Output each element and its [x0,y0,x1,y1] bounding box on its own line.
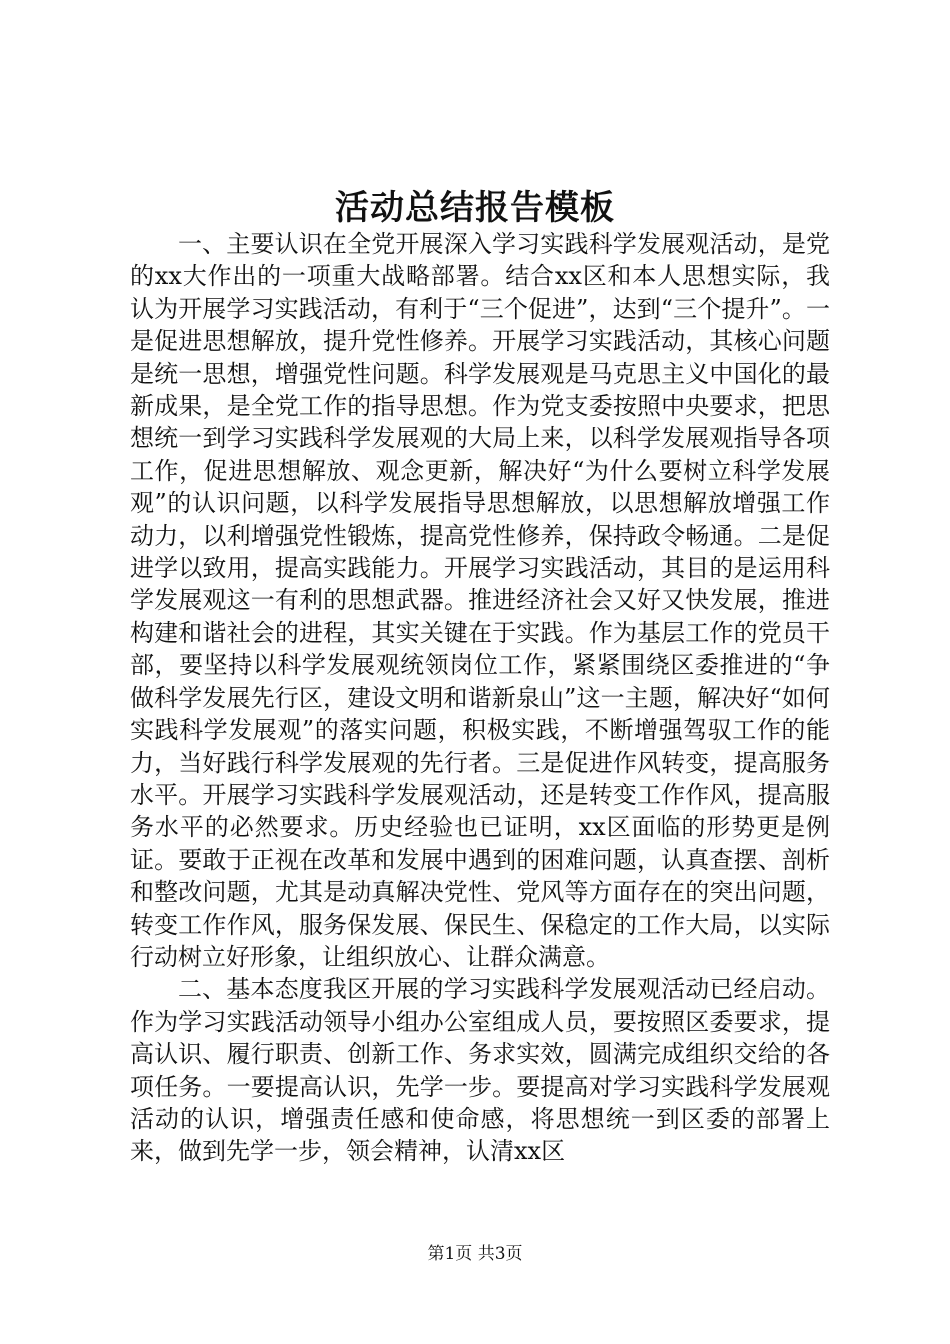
paragraph-1: 一、主要认识在全党开展深入学习实践科学发展观活动，是党的xx大作出的一项重大战略部署。结合xx区和本人思想实际，我认为开展学习实践活动，有利于“三个促进”，达到“三个提升”。一是促进思想解放，提升党性修养。开展学习实践活动，其核心问题是统一思想，增强党性问题。科学发展观是马克思主义中国化的最新成果，是全党工作的指导思想。作为党支委按照中央要求，把思想统一到学习实践科学发展观的大局上来，以科学发展观指导各项工作，促进思想解放、观念更新，解决好“为什么要树立科学发展观”的认识问题，以科学发展指导思想解放，以思想解放增强工作动力，以利增强党性锻炼，提高党性修养，保持政令畅通。二是促进学以致用，提高实践能力。开展学习实践活动，其目的是运用科学发展观这一有利的思想武器。推进经济社会又好又快发展，推进构建和谐社会的进程，其实关键在于实践。作为基层工作的党员干部，要坚持以科学发展观统领岗位工作，紧紧围绕区委推进的“争做科学发展先行区，建设文明和谐新泉山”这一主题，解决好“如何实践科学发展观”的落实问题，积极实践，不断增强驾驭工作的能力，当好践行科学发展观的先行者。三是促进作风转变，提高服务水平。开展学习实践科学发展观活动，还是转变工作作风，提高服务水平的必然要求。历史经验也已证明，xx区面临的形势更是例证。要敢于正视在改革和发展中遇到的困难问题，认真查摆、剖析和整改问题，尤其是动真解决党性、党风等方面存在的突出问题，转变工作作风，服务保发展、保民生、保稳定的工作大局，以实际行动树立好形象，让组织放心、让群众满意。 [130,230,830,971]
page-footer: 第1页 共3页 [427,1244,523,1264]
document-title: 活动总结报告模板 [335,188,615,228]
paragraph-2: 二、基本态度我区开展的学习实践科学发展观活动已经启动。作为学习实践活动领导小组办公室组成人员，要按照区委要求，提高认识、履行职责、创新工作、务求实效，圆满完成组织交给的各项任务。一要提高认识，先学一步。要提高对学习实践科学发展观活动的认识，增强责任感和使命感，将思想统一到区委的部署上来，做到先学一步，领会精神，认清xx区 [130,975,830,1166]
document-body [130,228,830,1168]
